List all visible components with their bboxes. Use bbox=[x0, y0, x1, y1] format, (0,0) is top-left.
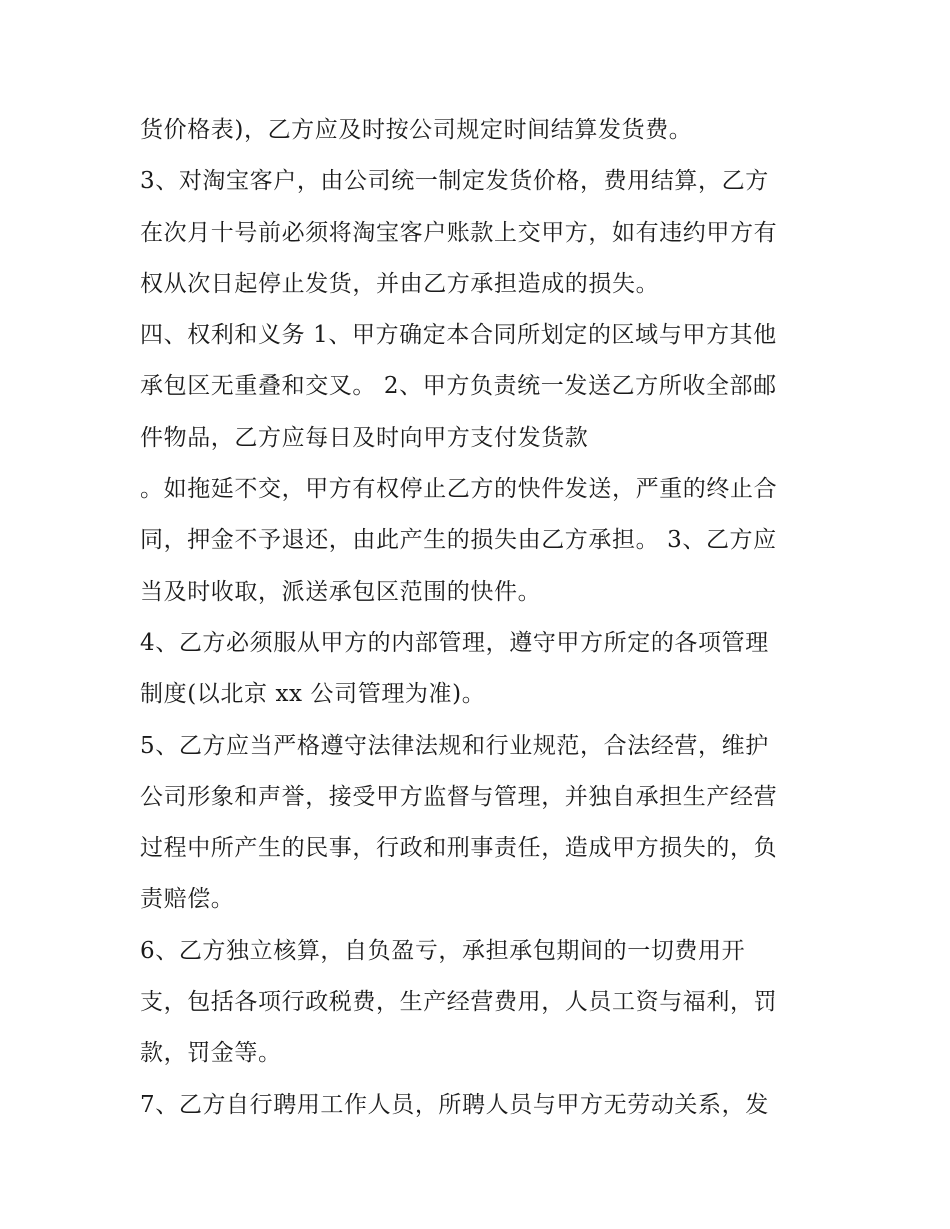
text-line: 5、乙方应当严格遵守法律法规和行业规范，合法经营，维护 bbox=[140, 732, 769, 759]
text-line: 四、权利和义务 1、甲方确定本合同所划定的区域与甲方其他 bbox=[140, 322, 777, 349]
text-line: 在次月十号前必须将淘宝客户账款上交甲方，如有违约甲方有 bbox=[140, 219, 778, 246]
text-line: 。如拖延不交，甲方有权停止乙方的快件发送，严重的终止合 bbox=[140, 476, 778, 503]
text-line: 6、乙方独立核算，自负盈亏，承担承包期间的一切费用开 bbox=[140, 937, 746, 964]
text-line: 制度(以北京 xx 公司管理为准)。 bbox=[140, 681, 486, 708]
text-line: 同，押金不予退还，由此产生的损失由乙方承担。 3、乙方应 bbox=[140, 527, 777, 554]
text-line: 责赔偿。 bbox=[140, 886, 235, 913]
text-line: 公司形象和声誉，接受甲方监督与管理，并独自承担生产经营 bbox=[140, 783, 778, 810]
text-line: 权从次日起停止发货，并由乙方承担造成的损失。 bbox=[140, 270, 660, 297]
text-line: 4、乙方必须服从甲方的内部管理，遵守甲方所定的各项管理 bbox=[140, 629, 769, 656]
text-line: 过程中所产生的民事，行政和刑事责任，造成甲方损失的，负 bbox=[140, 835, 778, 862]
document-body bbox=[140, 105, 840, 1131]
text-line: 当及时收取，派送承包区范围的快件。 bbox=[140, 578, 542, 605]
text-line: 款，罚金等。 bbox=[140, 1040, 282, 1067]
text-line: 货价格表)，乙方应及时按公司规定时间结算发货费。 bbox=[140, 117, 693, 143]
text-line: 支，包括各项行政税费，生产经营费用，人员工资与福利，罚 bbox=[140, 989, 778, 1016]
text-line: 3、对淘宝客户，由公司统一制定发货价格，费用结算，乙方 bbox=[140, 168, 769, 195]
text-line: 件物品，乙方应每日及时向甲方支付发货款 bbox=[140, 424, 589, 451]
text-line: 7、乙方自行聘用工作人员，所聘人员与甲方无劳动关系，发 bbox=[140, 1091, 769, 1118]
text-line: 承包区无重叠和交叉。 2、甲方负责统一发送乙方所收全部邮 bbox=[140, 373, 777, 400]
